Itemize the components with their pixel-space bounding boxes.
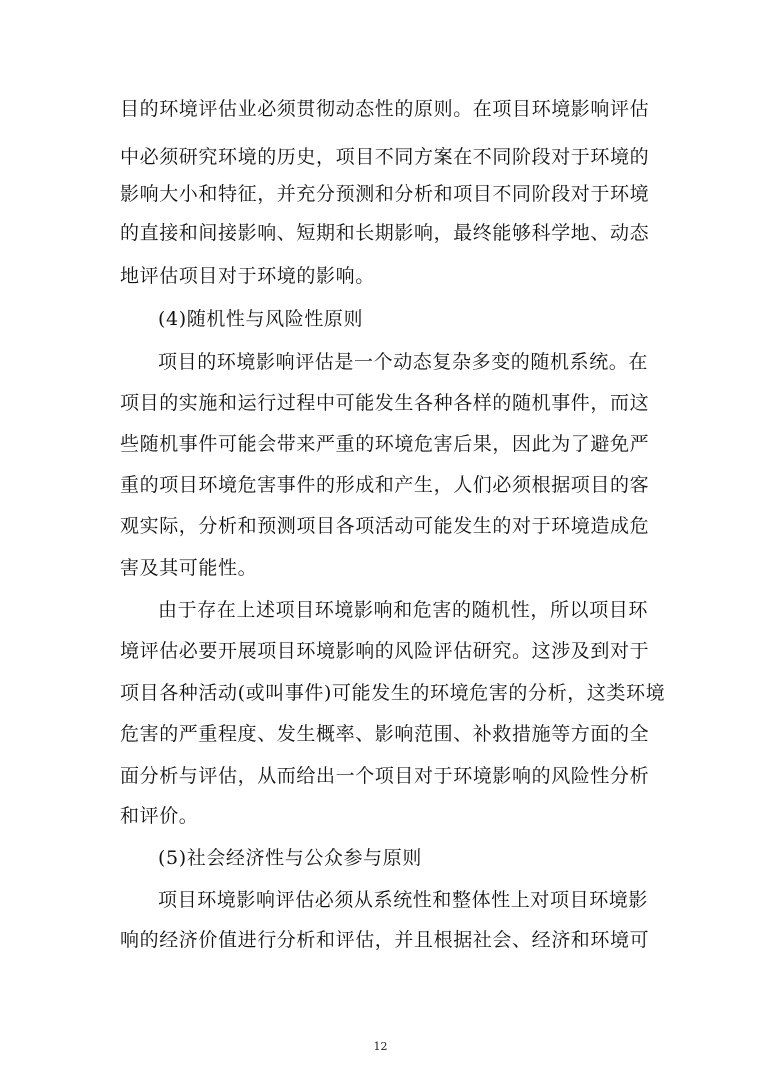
text-line: 面分析与评估，从而给出一个项目对于环境影响的风险性分析: [120, 765, 650, 787]
text-line: 些随机事件可能会带来严重的环境危害后果，因此为了避免严: [120, 433, 650, 455]
text-line: 由于存在上述项目环境影响和危害的随机性，所以项目环: [158, 599, 649, 621]
text-line: 害及其可能性。: [120, 557, 258, 579]
text-line: 响的经济价值进行分析和评估，并且根据社会、经济和环境可: [120, 929, 650, 951]
text-line: 危害的严重程度、发生概率、影响范围、补救措施等方面的全: [120, 723, 650, 745]
text-line: 项目环境影响评估必须从系统性和整体性上对项目环境影: [158, 889, 649, 911]
page-number: 12: [373, 1040, 388, 1053]
text-line: 重的项目环境危害事件的形成和产生，人们必须根据项目的客: [120, 474, 650, 496]
text-line: 地评估项目对于环境的影响。: [120, 265, 375, 287]
text-line: 境评估必要开展项目环境影响的风险评估研究。这涉及到对于: [120, 640, 650, 662]
text-line: 观实际，分析和预测项目各项活动可能发生的对于环境造成危: [120, 515, 650, 537]
text-line: 和评价。: [120, 805, 199, 827]
text-line: 项目的环境影响评估是一个动态复杂多变的随机系统。在: [158, 351, 649, 373]
text-line: 影响大小和特征，并充分预测和分析和项目不同阶段对于环境: [120, 183, 650, 205]
text-line: 目的环境评估业必须贯彻动态性的原则。在项目环境影响评估: [120, 98, 650, 120]
text-line: 中必须研究环境的历史，项目不同方案在不同阶段对于环境的: [120, 146, 650, 168]
text-line: 项目各种活动(或叫事件)可能发生的环境危害的分析，这类环境: [120, 682, 666, 704]
text-line: 的直接和间接影响、短期和长期影响，最终能够科学地、动态: [120, 222, 650, 244]
text-line: 项目的实施和运行过程中可能发生各种各样的随机事件，而这: [120, 392, 650, 414]
section-heading: (4)随机性与风险性原则: [158, 308, 364, 330]
section-heading: (5)社会经济性与公众参与原则: [158, 847, 422, 869]
